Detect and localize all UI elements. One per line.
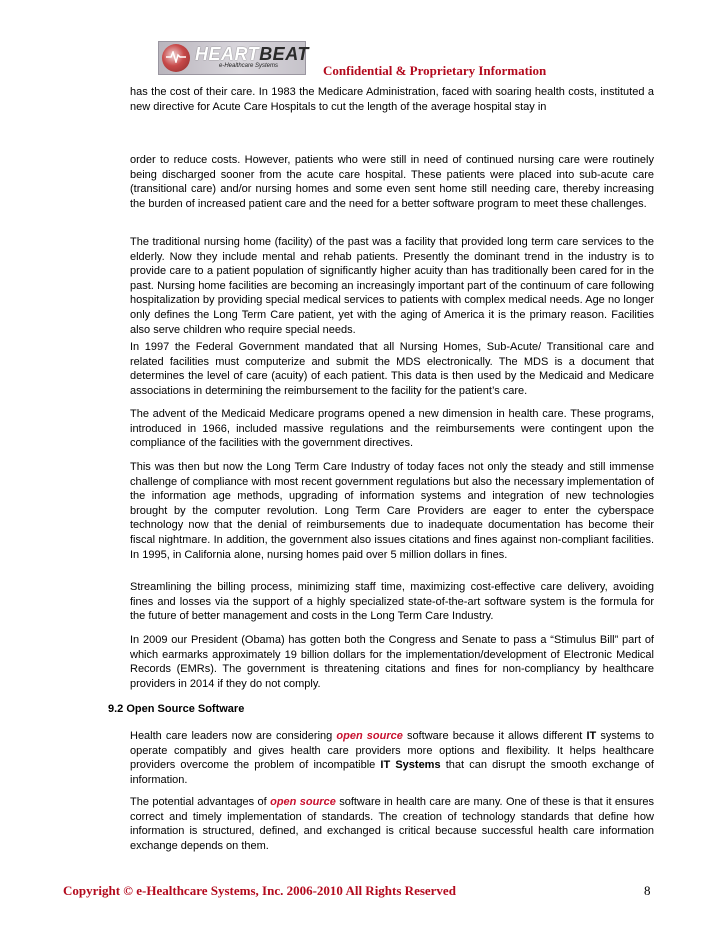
copyright-footer: Copyright © e-Healthcare Systems, Inc. 2006-2010 All Rights Reserved bbox=[63, 883, 456, 898]
section-heading: 9.2 Open Source Software bbox=[108, 703, 245, 715]
open-source-emphasis: open source bbox=[270, 796, 336, 808]
confidential-header: Confidential & Proprietary Information bbox=[323, 63, 547, 78]
logo-title: HEARTBEAT bbox=[195, 44, 309, 64]
paragraph: has the cost of their care. In 1983 the Medicare Administration, faced with soaring health costs, instituted a new directive for Acute Care Hospitals to cut the length of the average hospital stay in bbox=[130, 86, 654, 113]
paragraph: order to reduce costs. However, patients who were still in need of continued nursing care were routinely being discharged sooner from the acute care hospital. These patients were placed into sub-acute care (transitional care) and/or nursing homes and some even sent home still needing care, thereby increasing the burden of increased patient care and the need for a better software program to meet these challenges. bbox=[130, 154, 654, 210]
paragraph: This was then but now the Long Term Care Industry of today faces not only the steady and still immense challenge of compliance with most recent government regulations but also the necessary implementation of the information age methods, upgrading of information systems and integration of new technologies brought by the computer revolution. Long Term Care Providers are eager to enter the cyberspace technology now that the denial of reimbursements due to inadequate documentation has become their fiscal nightmare. In addition, the government also issues citations and fines against non-compliant facilities. In 1995, in California alone, nursing homes paid over 5 million dollars in fines. bbox=[130, 461, 654, 561]
heart-icon bbox=[162, 44, 190, 72]
paragraph: The potential advantages of open source software in health care are many. One of these is that it ensures correct and timely implementation of standards. The creation of technology standards that define how information is structured, defined, and exchanged is critical because successful health care information exchange depends on them. bbox=[130, 796, 655, 852]
page-number: 8 bbox=[644, 883, 651, 898]
paragraph: In 2009 our President (Obama) has gotten both the Congress and Senate to pass a “Stimulus Bill” part of which earmarks approximately 19 billion dollars for the implementation/development of Electronic Medical Records (EMRs). The government is threatening citations and fines for non-compliancy by healthcare providers in 2014 if they do not comply. bbox=[130, 634, 654, 690]
paragraph: The advent of the Medicaid Medicare programs opened a new dimension in health care. These programs, introduced in 1966, included massive regulations and the reimbursements were contingent upon the compliance of the facilities with the government directives. bbox=[130, 408, 654, 450]
paragraph: Health care leaders now are considering open source software because it allows different IT systems to operate compatibly and gives health care providers more options and flexibility. It helps healthcare providers overcome the problem of incompatible IT Systems that can disrupt the smooth exchange of information. bbox=[130, 730, 654, 786]
logo-subtitle: e-Healthcare Systems bbox=[219, 63, 279, 69]
heartbeat-logo bbox=[158, 41, 309, 75]
paragraph: Streamlining the billing process, minimizing staff time, maximizing cost-effective care delivery, avoiding fines and losses via the support of a highly specialized state-of-the-art software system is the formula for the future of better management and costs in the Long Term Care Industry. bbox=[130, 581, 654, 623]
paragraph: The traditional nursing home (facility) of the past was a facility that provided long term care services to the elderly. Now they include mental and rehab patients. Presently the dominant trend in the industry is to provide care to a patient population of significantly higher acuity than has traditionally been cared for in the past. Nursing home facilities are becoming an increasingly important part of the continuum of care following hospitalization by providing special medical services to patients with complex medical needs. Age no longer only defines the Long Term Care patient, yet with the aging of America it is the primary reason. Facilities also serve children who require special needs. bbox=[130, 236, 654, 336]
paragraph: In 1997 the Federal Government mandated that all Nursing Homes, Sub-Acute/ Transitional care and related facilities must computerize and submit the MDS electronically. The MDS is a document that determines the level of care (acuity) of each patient. This data is then used by the Medicaid and Medicare associations in determining the reimbursement to the facility for the patient’s care. bbox=[130, 341, 654, 397]
open-source-emphasis: open source bbox=[336, 730, 403, 742]
